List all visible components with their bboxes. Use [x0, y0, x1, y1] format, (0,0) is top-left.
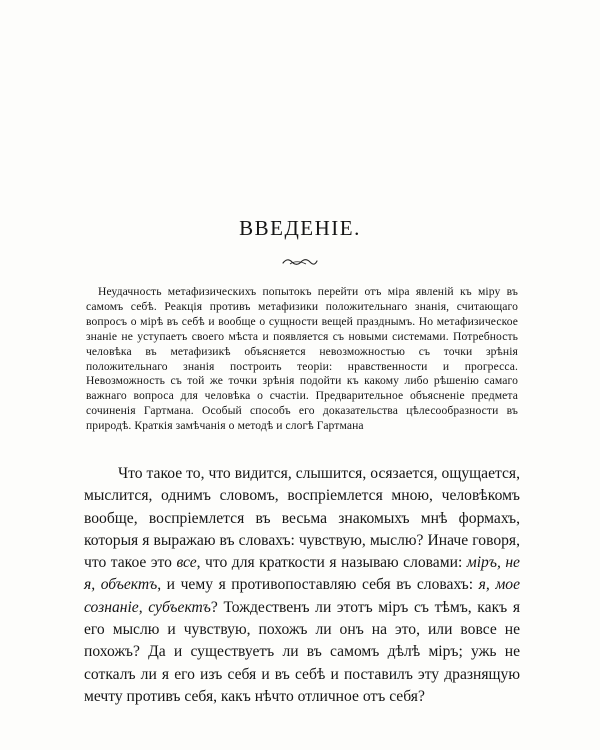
- italic-term: я, мое сознаніе, субъектъ: [84, 576, 520, 616]
- wavy-ornament-icon: [282, 256, 318, 268]
- body-text-part: , что для краткости я называю словами:: [196, 554, 467, 572]
- italic-term: все: [176, 554, 197, 572]
- body-text-part: Что такое то, что видится, слышится, осязается, ощущается, мыслится, однимъ словомъ, воспріемлется мною, человѣкомъ вообще, воспріемлется въ весьма знакомыхъ мнѣ формахъ, которыя я выражаю въ словахъ: чувствую, мыслю? Иначе говоря, что такое это: [84, 465, 520, 572]
- chapter-title: ВВЕДЕНІЕ.: [239, 216, 361, 240]
- chapter-summary: Неудачность метафизическихъ попытокъ перейти отъ міра явленій къ міру въ самомъ себѣ. Реакція противъ метафизики положительнаго знанія, считающаго вопросъ о мірѣ въ себѣ и вообще о сущности вещей празднымъ. Но метафизическое знаніе не уступаетъ своего мѣста и появляется съ новыми системами. Потребность человѣка въ метафизикѣ объясняется невозможностью съ точки зрѣнія положительнаго знанія построить теоріи: нравственности и прогресса. Невозможность съ той же точки зрѣнія подойти къ какому либо рѣшенію самаго важнаго вопроса для человѣка о счастіи. Предварительное объясненіе предмета сочиненія Гартмана. Особый способъ его доказательства цѣлесообразности въ природѣ. Краткія замѣчанія о методѣ и слогѣ Гартмана: [86, 285, 518, 433]
- italic-term: міръ, не я, объектъ: [84, 554, 520, 594]
- body-text-part: ? Тождественъ ли этотъ міръ съ тѣмъ, какъ я его мыслю и чувствую, похожъ ли онъ на это, или вовсе не похожъ? Да и существуетъ ли въ самомъ дѣлѣ міръ; ужь не соткалъ ли я его изъ себя и въ себѣ и поставилъ эту дразнящую мечту противъ себя, какъ нѣчто отличное отъ себя?: [84, 598, 520, 705]
- body-text-part: , и чему я противопоставляю себя въ словахъ:: [157, 576, 479, 594]
- body-paragraph: [84, 463, 520, 708]
